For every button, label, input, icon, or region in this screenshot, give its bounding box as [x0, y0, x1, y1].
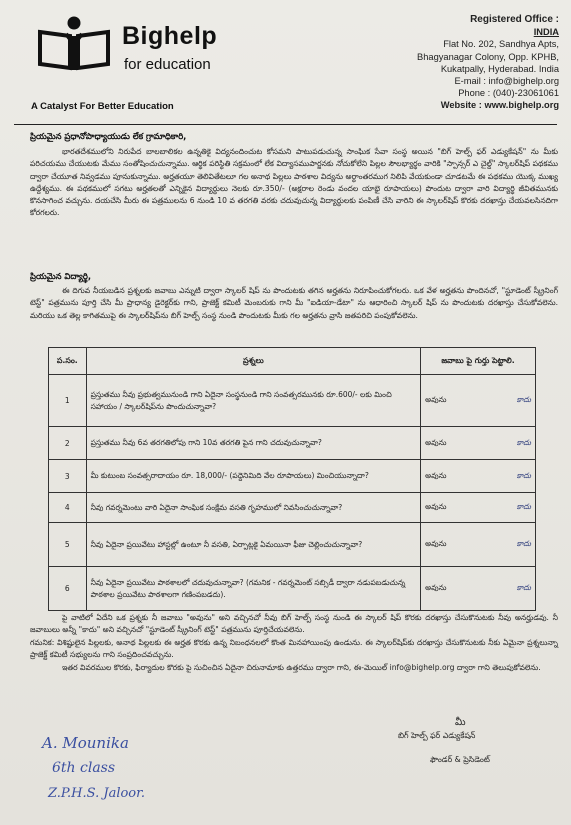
answer-yes: అవును	[425, 470, 447, 480]
header-divider	[14, 124, 557, 125]
salutation-headmaster: ప్రియమైన ప్రధానోపాధ్యాయుడు లేక గ్రామాధికారి,	[30, 131, 187, 141]
answer-no-marked: కాదు	[516, 437, 531, 447]
row-number: 6	[49, 567, 87, 611]
eligibility-table	[48, 347, 536, 611]
table-row	[49, 427, 536, 460]
handwritten-class: 6th class	[52, 760, 116, 776]
signature-mark: మీ	[455, 717, 466, 728]
question-text: మీ కుటుంబ సంవత్సరాదాయం రూ. 18,000/- (పద్దెనిమిది వేల రూపాయలు) మించియున్నాదా?	[86, 460, 420, 493]
row-number: 5	[49, 523, 87, 567]
brand-name: Bighelp	[122, 22, 218, 50]
header-questions: ప్రశ్నలు	[86, 348, 420, 375]
instructions-paragraph: ఈ దిగువ నీయబడిన ప్రశ్నలకు జవాబు ఎన్నుటి ద్వారా స్కాలర్ షిప్ ను పొందుటకు తగిన అర్హతను నిరూపించుకోగలరు. ఒక వేళ అర్హతను పొందినచో, "స్టూడెంట్ స్క్రీనింగ్ టెస్ట్" పత్రమును పూర్తి చేసి మీ ప్రాధాన్య డైరెక్టర్‌కు గాని, ప్రాజెక్ట్ కమిటీ మెంబరుకు గాని మీ "ఐడియా-డేటా" ను ఆధారించి స్కాలర్ షిప్ ను పొందుటకు దరఖాస్తు చేసుకోవలెను. మరియు ఒక తెల్ల కాగితముపై ఈ స్కాలర్‌షిప్‌ను బిగ్ హెల్ప్ సంస్థ నుండి పొందుటకు మీకు గల అర్హతను వ్రాసి జతపరిచి పంపుకోవలెను.	[30, 286, 558, 320]
brand-subtitle: for education	[124, 56, 211, 73]
answer-yes: అవును	[425, 437, 447, 447]
row-number: 4	[49, 493, 87, 523]
question-text: ప్రస్తుతము నీవు ప్రభుత్వమునుండి గాని ఏదైనా సంస్థనుండి గాని సంవత్సరమునకు రూ.600/- లకు మించి సహాయం / స్కాలర్‌షిప్‌ను పొందుచున్నావా?	[86, 375, 420, 427]
table-row	[49, 460, 536, 493]
book-figure-logo-icon	[36, 14, 112, 72]
answer-yes: అవును	[425, 539, 447, 548]
row-number: 2	[49, 427, 87, 460]
header-serial: ప.సం.	[49, 348, 87, 375]
answer-cell	[421, 523, 536, 567]
answer-yes: అవును	[425, 395, 447, 404]
table-row	[49, 375, 536, 427]
contact-paragraph: ఇతర వివరముల కొరకు, ఫిర్యాదుల కొరకు పై సుచించిన ఏదైనా చిరునామాకు ఉత్తరము ద్వారా గాని, ఈ-మెయిల్ info@bighelp.org ద్వారా గాని తెలుపుకోవలెను.	[62, 663, 541, 672]
answer-cell	[421, 427, 536, 460]
question-text: ప్రస్తుతము నీవు 6వ తరగతిలోపు గాని 10వ తరగతి పైన గాని చదువుచున్నావా?	[86, 427, 420, 460]
row-number: 3	[49, 460, 87, 493]
table-row	[49, 567, 536, 611]
question-text: నీవు ఏదైనా ప్రయివేటు పాఠశాలలో చదువుచున్నావా? (గమనిక - గవర్నమెంట్ సబ్సిడీ ద్వారా నడుపబడుచున్న పాఠశాల ప్రయివేటు పాఠశాలగా గణింపబడదు).	[86, 567, 420, 611]
row-number: 1	[49, 375, 87, 427]
address-line: Bhagyanagar Colony, Opp. KPHB,	[417, 51, 559, 62]
country: INDIA	[533, 27, 559, 38]
answer-no-marked: కాదు	[516, 502, 531, 511]
answer-no-marked: కాదు	[516, 539, 531, 548]
eligibility-note-paragraph: పై వాటిలో ఏదేని ఒక ప్రశ్నకు నీ జవాబు "అవును" అని వచ్చినచో నీవు బిగ్ హెల్ప్ సంస్థ నుండి ఈ స్కాలర్ షిప్ కొరకు దరఖాస్తు చేసుకొనుటకు నీవు అనర్హుడవు. నీ జవాబులు అన్నీ "కాదు" అని వచ్చినచో "స్టూడెంట్ స్క్రీనింగ్ టెస్ట్" పత్రమును పూర్తిచేయవలెను.	[30, 613, 558, 635]
address-block	[319, 14, 559, 112]
salutation-student: ప్రియమైన విద్యార్థి,	[30, 271, 92, 281]
table-header-row	[49, 348, 536, 375]
table-row	[49, 523, 536, 567]
intro-paragraph: భారతదేశములోని నిరుపేద బాలబాలికల ఉన్నతికై విద్యనందించుట కోసమని పాటుపడుచున్న సాంఘిక సేవా సంస్థ అయిన "బిగ్ హెల్ప్ ఫర్ ఎడ్యుకేషన్" ను మీకు పరిచయము చేయుటకు మేము సంతోషించుచున్నాము. ఆర్థిక పరిస్థితి సక్రమంలో లేక విద్యాసముపార్జనకు నోచుకోలేని పిల్లల సౌలభ్యార్థం వారికి "స్పాన్సర్ ఎ చైల్డ్" స్కాలర్‌షిప్ పథకము ద్వారా చేయూత నివ్వడము పూనుకున్నాము. అర్హతయూ తెలివితేటలూ గల అనాథ పిల్లలు పాఠశాల విద్యను అర్థాంతరముగ నిలిపి వేయకుండా చూడటమే ఈ పథకము యొక్క ముఖ్య ఉద్దేశ్యము. ఈ పథకములో సగటు అర్హతలతో ఎన్నికైన విద్యార్థులు నెలకు రూ.350/- (అక్షరాల రెండు వందల యాభై రూపాయలు) పొందుట ద్వారా వారి విద్యార్థి జీవితమునకు కొనసాగించ వచ్చును. దయచేసి మీరు ఈ పత్రములను 6 నుండి 10 వ తరగతి వరకు చదువుచున్న విద్యార్థులకు పంపిణీ చేసి వారిని ఈ స్కాలర్‌షిప్ కొరకు దరఖాస్తు చేయవలసినదిగా కోరగలరు.	[30, 147, 558, 218]
answer-yes: అవును	[425, 583, 447, 592]
tagline: A Catalyst For Better Education	[31, 101, 174, 112]
website: Website : www.bighelp.org	[440, 100, 559, 111]
answer-cell	[421, 460, 536, 493]
answer-no-marked: కాదు	[516, 583, 531, 592]
question-text: నీవు గవర్నమెంటు వారి ఏదైనా సాంఘిక సంక్షేమ వసతి గృహములో నివసించుచున్నావా?	[86, 493, 420, 523]
address-line: Kukatpally, Hyderabad. India	[440, 63, 559, 74]
address-line: Flat No. 202, Sandhya Apts,	[443, 39, 559, 50]
note-paragraph: గమనిక: విశిష్టులైన పిల్లలకు, అనాథ పిల్లలకు ఈ అర్హత కొరకు ఉన్న నిబంధనలలో కొంత మినహాయింపు ఉండును. ఈ స్కాలర్‌షిప్‌కు దరఖాస్తు చేసుకొనుటకు నీకు ఏమైనా ప్రశ్నలున్నా ప్రాజెక్ట్ కమిటీ సభ్యులను గాని సంప్రదించవచ్చును.	[30, 638, 558, 660]
answer-cell	[421, 567, 536, 611]
organization-signature: బిగ్ హెల్ప్ ఫర్ ఎడ్యుకేషన్	[398, 731, 476, 740]
handwritten-school: Z.P.H.S. Jaloor.	[48, 786, 146, 801]
email: E-mail : info@bighelp.org	[454, 76, 559, 87]
answer-cell	[421, 493, 536, 523]
header-answer: జవాబు పై గుర్తు పెట్టాలి.	[421, 348, 536, 375]
phone: Phone : (040)-23061061	[458, 88, 559, 99]
answer-yes: అవును	[425, 502, 447, 511]
answer-cell	[421, 375, 536, 427]
answer-no-marked: కాదు	[516, 395, 531, 404]
answer-no-marked: కాదు	[516, 470, 531, 480]
handwritten-student-name: A. Mounika	[42, 734, 129, 752]
question-text: నీవు ఏదైనా ప్రయివేటు హాస్టల్లో ఉంటూ నీ వసతి, ఏర్పాట్లకై ఏమయినా ఫీజు చెల్లించుచున్నావా?	[86, 523, 420, 567]
table-row	[49, 493, 536, 523]
registered-office-label: Registered Office :	[470, 14, 559, 25]
founder-title: ఫౌండర్ & ప్రెసిడెంట్	[430, 755, 490, 764]
